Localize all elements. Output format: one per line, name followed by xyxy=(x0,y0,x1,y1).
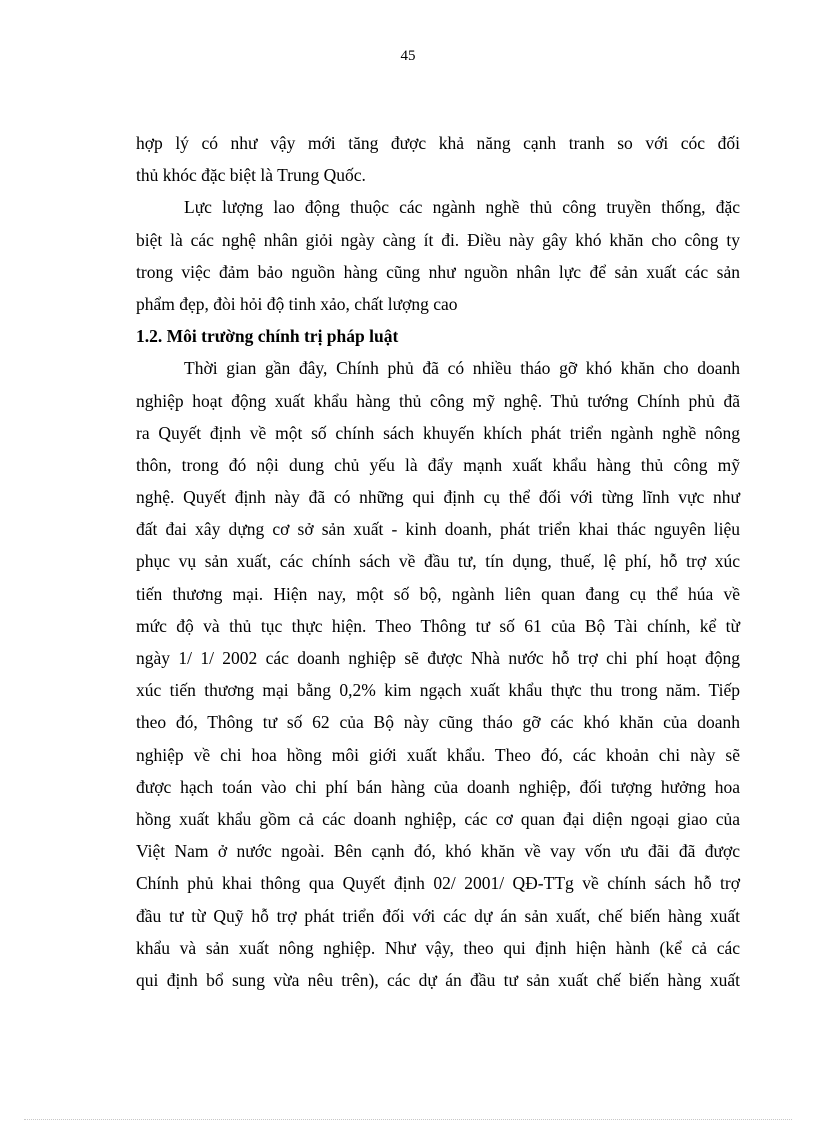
text-line: qui định bổ sung vừa nêu trên), các dự án đầu tư sản xuất chế biến hàng xuất xyxy=(136,969,740,990)
page-bottom-divider xyxy=(24,1119,792,1120)
text-line: phẩm đẹp, đòi hỏi độ tinh xảo, chất lượng cao xyxy=(136,293,458,314)
text-line: đầu tư từ Quỹ hỗ trợ phát triển đối với các dự án sản xuất, chế biến hàng xuất xyxy=(136,905,740,926)
text-line: được hạch toán vào chi phí bán hàng của doanh nghiệp, đối tượng hưởng hoa xyxy=(136,776,740,797)
text-line: biệt là các nghệ nhân giỏi ngày càng ít đi. Điều này gây khó khăn cho công ty xyxy=(136,229,740,250)
text-line: xúc tiến thương mại bằng 0,2% kim ngạch xuất khẩu thực thu trong năm. Tiếp xyxy=(136,680,740,701)
paragraph-continuation xyxy=(136,127,740,191)
text-line: phục vụ sản xuất, các chính sách về đầu tư, tín dụng, thuế, lệ phí, hỗ trợ xúc xyxy=(136,551,740,572)
text-line: Việt Nam ở nước ngoài. Bên cạnh đó, khó khăn về vay vốn ưu đãi đã được xyxy=(136,841,740,862)
section-heading: 1.2. Môi trường chính trị pháp luật xyxy=(136,326,399,347)
paragraph-labor xyxy=(136,191,740,320)
text-line: nghiệp về chi hoa hồng môi giới xuất khẩu. Theo đó, các khoản chi này sẽ xyxy=(136,744,740,765)
text-line: tiến thương mại. Hiện nay, một số bộ, ngành liên quan đang cụ thể húa về xyxy=(136,583,740,604)
text-line: ra Quyết định về một số chính sách khuyến khích phát triển ngành nghề nông xyxy=(136,422,740,443)
text-line: nghệ. Quyết định này đã có những qui định cụ thể đối với từng lĩnh vực như xyxy=(136,487,740,508)
text-line: thôn, trong đó nội dung chủ yếu là đẩy mạnh xuất khẩu hàng thủ công mỹ xyxy=(136,454,740,475)
text-line: Thời gian gần đây, Chính phủ đã có nhiều tháo gỡ khó khăn cho doanh xyxy=(184,358,740,379)
text-line: hồng xuất khẩu gồm cả các doanh nghiệp, các cơ quan đại diện ngoại giao của xyxy=(136,808,740,829)
text-line: trong việc đảm bảo nguồn hàng cũng như nguồn nhân lực để sản xuất các sản xyxy=(136,261,740,282)
page-number: 45 xyxy=(400,48,416,64)
text-line: Lực lượng lao động thuộc các ngành nghề thủ công truyền thống, đặc xyxy=(184,197,740,218)
text-line: mức độ và thủ tục thực hiện. Theo Thông tư số 61 của Bộ Tài chính, kể từ xyxy=(136,615,740,636)
text-line: đất đai xây dựng cơ sở sản xuất - kinh doanh, phát triển khai thác nguyên liệu xyxy=(136,519,740,540)
text-line: khẩu và sản xuất nông nghiệp. Như vậy, theo qui định hiện hành (kể cả các xyxy=(136,937,740,958)
text-line: hợp lý có như vậy mới tăng được khả năng cạnh tranh so với cóc đối xyxy=(136,133,740,153)
paragraph-policy xyxy=(136,352,740,996)
text-line: thủ khóc đặc biệt là Trung Quốc. xyxy=(136,165,366,186)
text-line: theo đó, Thông tư số 62 của Bộ này cũng tháo gỡ các khó khăn của doanh xyxy=(136,712,740,733)
text-line: ngày 1/ 1/ 2002 các doanh nghiệp sẽ được Nhà nước hỗ trợ chi phí hoạt động xyxy=(136,648,740,668)
text-line: Chính phủ khai thông qua Quyết định 02/ 2001/ QĐ-TTg về chính sách hỗ trợ xyxy=(136,873,740,894)
text-line: nghiệp hoạt động xuất khẩu hàng thủ công mỹ nghệ. Thủ tướng Chính phủ đã xyxy=(136,390,740,411)
document-body xyxy=(136,127,740,996)
